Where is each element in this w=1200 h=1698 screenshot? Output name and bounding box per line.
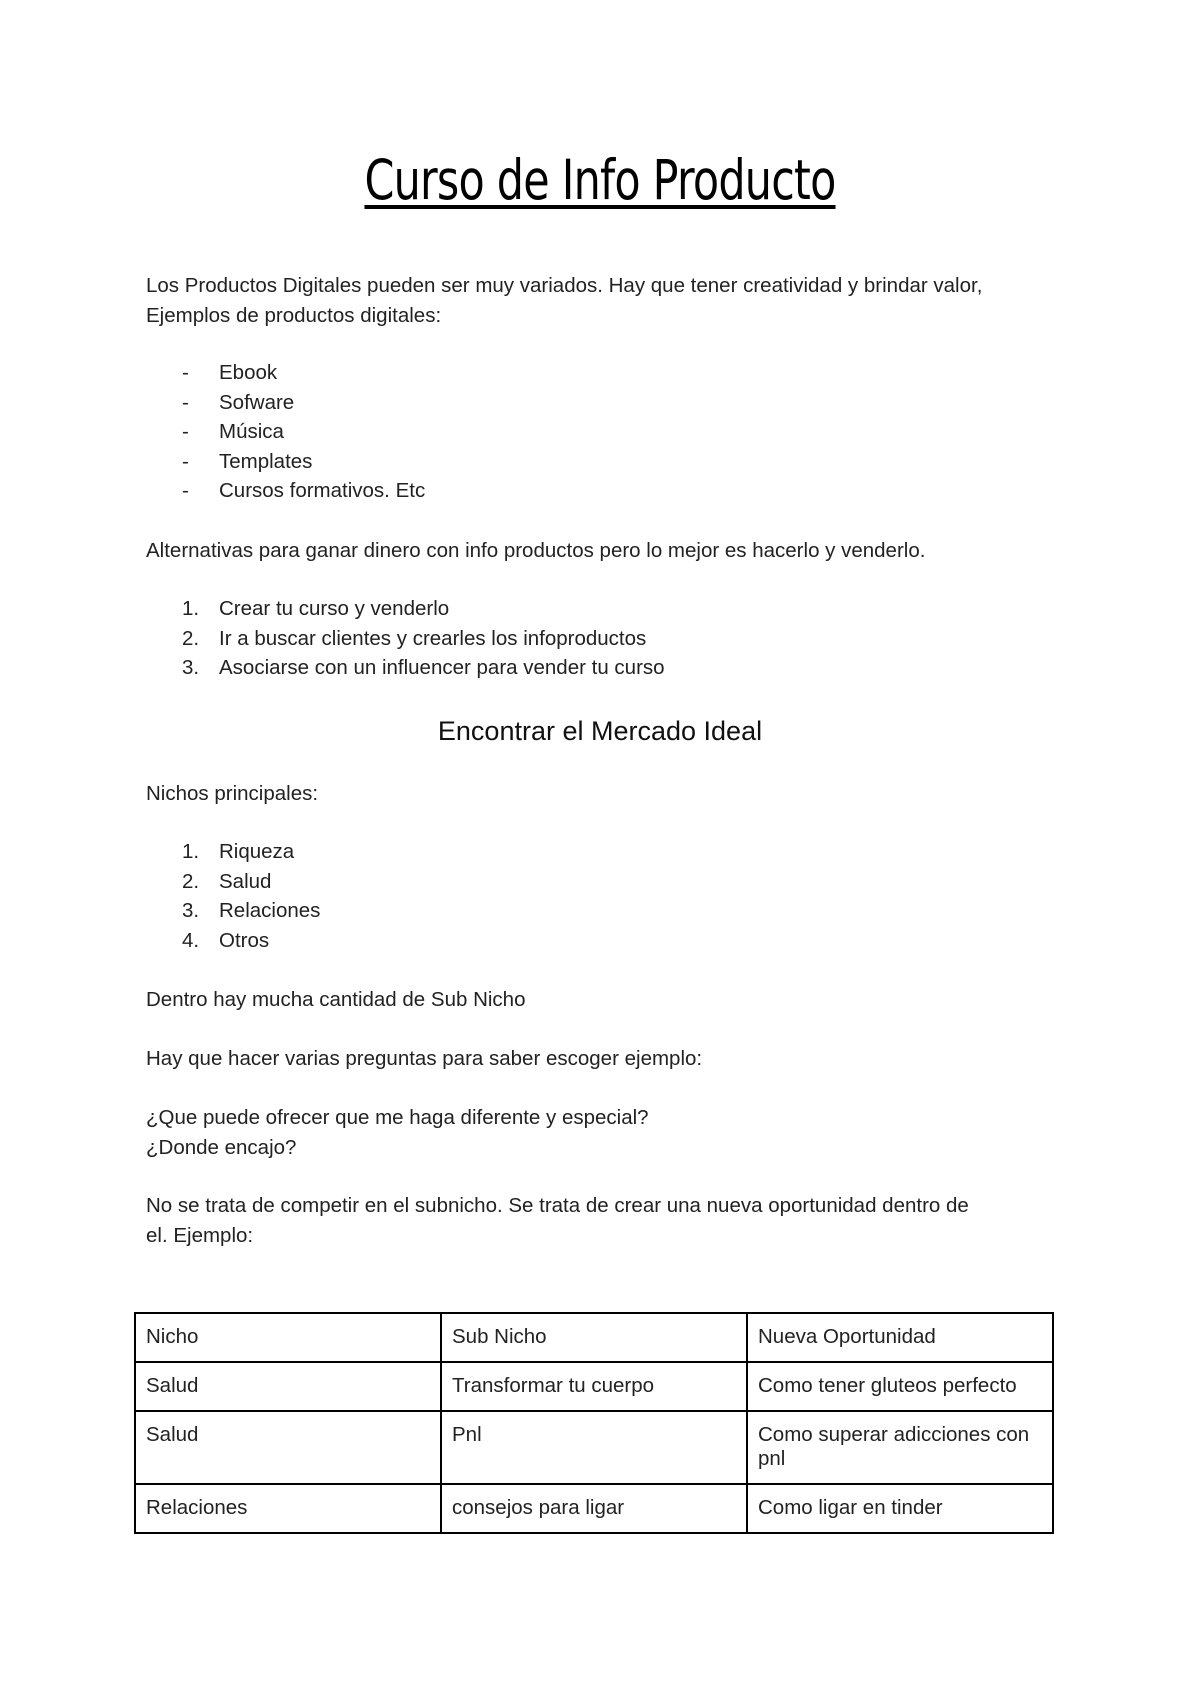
table-cell: Salud: [135, 1362, 441, 1411]
list-item-text: Otros: [219, 928, 270, 952]
table-cell: Salud: [135, 1411, 441, 1484]
alternatives-intro: Alternativas para ganar dinero con info productos pero lo mejor es hacerlo y venderlo.: [146, 539, 926, 562]
list-item: [146, 653, 665, 683]
competition-paragraph: [146, 1191, 1066, 1251]
dash-marker: -: [182, 390, 189, 414]
table-row: [135, 1362, 1053, 1411]
list-item: [146, 624, 665, 654]
list-item: [146, 476, 425, 506]
intro-line-1: Los Productos Digitales pueden ser muy variados. Hay que tener creatividad y brindar valor,: [146, 274, 983, 297]
list-item-text: Relaciones: [219, 899, 321, 923]
table-row: [135, 1484, 1053, 1533]
dash-marker: -: [182, 420, 189, 444]
dash-marker: -: [182, 479, 189, 503]
questions-intro: Hay que hacer varias preguntas para saber escoger ejemplo:: [146, 1047, 703, 1070]
list-item-text: Música: [219, 420, 284, 444]
list-number: 4.: [182, 928, 200, 952]
document-title-text: Curso de Info Producto: [364, 148, 836, 212]
list-item: [146, 926, 320, 956]
subniche-note: Dentro hay mucha cantidad de Sub Nicho: [146, 988, 526, 1011]
list-item: [146, 594, 665, 624]
niches-list: [146, 837, 320, 955]
list-number: 1.: [182, 597, 200, 620]
list-item-text: Templates: [219, 449, 313, 473]
list-item: [146, 837, 320, 867]
list-number: 2.: [182, 869, 200, 893]
dash-marker: -: [182, 449, 189, 473]
table-row: [135, 1411, 1053, 1484]
intro-line-2: Ejemplos de productos digitales:: [146, 304, 442, 327]
list-item-text: Riqueza: [219, 840, 295, 863]
section-heading: Encontrar el Mercado Ideal: [437, 716, 763, 746]
niches-intro: Nichos principales:: [146, 782, 319, 805]
table-cell: Nicho: [135, 1313, 441, 1362]
list-number: 2.: [182, 626, 200, 650]
question-2: ¿Donde encajo?: [146, 1136, 297, 1159]
table-cell: Como tener gluteos perfecto: [747, 1362, 1053, 1411]
competition-line-1: No se trata de competir en el subnicho. Se trata de crear una nueva oportunidad dentro de: [146, 1194, 969, 1217]
list-item-text: Cursos formativos. Etc: [219, 479, 426, 503]
table-cell: Como superar adicciones con pnl: [747, 1411, 1053, 1484]
list-item: [146, 417, 425, 447]
list-item: [146, 896, 320, 926]
list-number: 1.: [182, 840, 200, 863]
list-item: [146, 867, 320, 897]
list-number: 3.: [182, 899, 200, 923]
intro-paragraph: [146, 271, 1066, 331]
table-cell: Como ligar en tinder: [747, 1484, 1053, 1533]
table-cell: Sub Nicho: [441, 1313, 747, 1362]
opportunities-table: [134, 1312, 1054, 1534]
table-cell: Nueva Oportunidad: [747, 1313, 1053, 1362]
list-item: [146, 358, 425, 388]
dash-marker: -: [182, 361, 189, 384]
list-item-text: Asociarse con un influencer para vender tu curso: [219, 656, 665, 680]
list-number: 3.: [182, 656, 200, 680]
questions-paragraph: [146, 1103, 1066, 1163]
list-item: [146, 388, 425, 418]
alternatives-list: [146, 594, 665, 683]
list-item-text: Salud: [219, 869, 272, 893]
product-examples-list: [146, 358, 425, 506]
competition-line-2: el. Ejemplo:: [146, 1224, 254, 1247]
document-title: [132, 148, 1068, 212]
list-item-text: Crear tu curso y venderlo: [219, 597, 450, 620]
table-cell: Transformar tu cuerpo: [441, 1362, 747, 1411]
table-cell: Pnl: [441, 1411, 747, 1484]
table-cell: consejos para ligar: [441, 1484, 747, 1533]
question-1: ¿Que puede ofrecer que me haga diferente y especial?: [146, 1106, 649, 1129]
table-cell: Relaciones: [135, 1484, 441, 1533]
table-row: [135, 1313, 1053, 1362]
list-item: [146, 447, 425, 477]
list-item-text: Sofware: [219, 390, 295, 414]
list-item-text: Ir a buscar clientes y crearles los infoproductos: [219, 626, 647, 650]
list-item-text: Ebook: [219, 361, 278, 384]
